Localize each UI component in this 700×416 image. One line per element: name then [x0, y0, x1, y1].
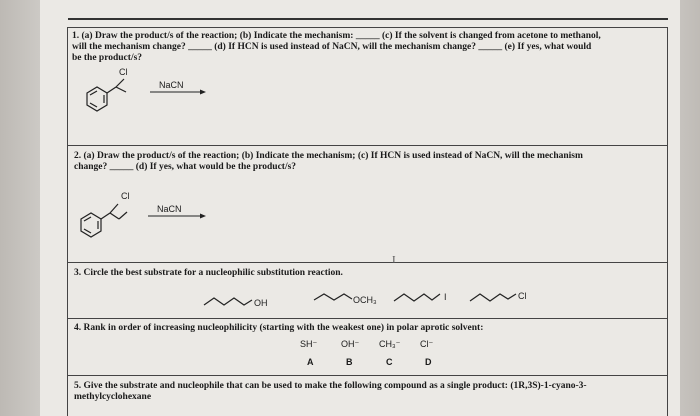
- q1-substituent-label: Cl: [119, 67, 128, 77]
- q4-text: 4. Rank in order of increasing nucleophilicity (starting with the weakest one) in polar aprotic solvent:: [74, 323, 484, 333]
- nucleophile-sh: SH⁻: [300, 339, 318, 349]
- q1-line-2: will the mechanism change? _____ (d) If HCN is used instead of NaCN, will the mechanism change? _____ (e) If yes, what would: [72, 42, 592, 52]
- letter-a: A: [307, 357, 314, 367]
- q2-line-2: change? _____ (d) If yes, what would be the product/s?: [74, 162, 297, 172]
- substrate-iodide-label: I: [444, 292, 447, 302]
- letter-b: B: [346, 357, 353, 367]
- q2-substituent-label: Cl: [121, 191, 130, 201]
- q1-line-1: 1. (a) Draw the product/s of the reaction; (b) Indicate the mechanism: _____ (c) If the solvent is changed from acetone to methanol,: [72, 31, 601, 41]
- substrate-och3-label: OCH₃: [353, 295, 377, 305]
- q1-reagent: NaCN: [159, 80, 184, 90]
- substrate-oh-label: OH: [254, 298, 268, 308]
- substrate-chloride-label: Cl: [518, 291, 527, 301]
- letter-c: C: [386, 357, 393, 367]
- q1-line-3: be the product/s?: [72, 53, 143, 63]
- q2-reagent: NaCN: [157, 204, 182, 214]
- pencil-mark: I: [392, 254, 396, 266]
- nucleophile-ch3: CH₃⁻: [379, 339, 401, 349]
- letter-d: D: [425, 357, 432, 367]
- q5-line-1: 5. Give the substrate and nucleophile that can be used to make the following compound as a single product: (1R,3S)-1-cyano-3-: [74, 381, 587, 391]
- q5-line-2: methylcyclohexane: [74, 392, 152, 402]
- q3-text: 3. Circle the best substrate for a nucleophilic substitution reaction.: [74, 268, 343, 278]
- nucleophile-cl: Cl⁻: [420, 339, 434, 349]
- q2-line-1: 2. (a) Draw the product/s of the reaction; (b) Indicate the mechanism; (c) If HCN is used instead of NaCN, will the mechanism: [74, 151, 583, 161]
- nucleophile-oh: OH⁻: [341, 339, 360, 349]
